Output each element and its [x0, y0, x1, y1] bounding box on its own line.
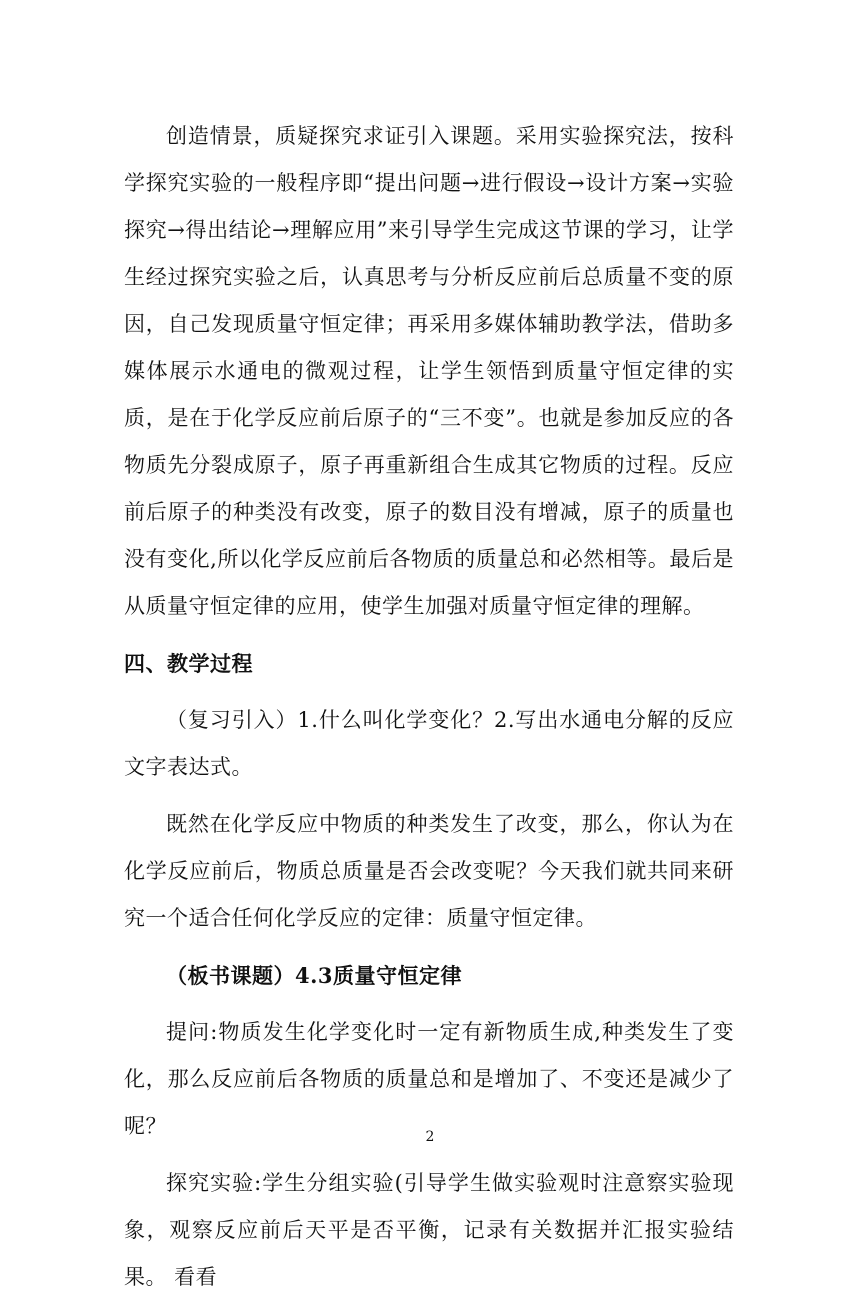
page-number: 2 [425, 1129, 435, 1145]
section-heading: 四、教学过程 [124, 651, 253, 676]
review-paragraph: （复习引入）1.什么叫化学变化？2.写出水通电分解的反应文字表达式。 [124, 708, 734, 779]
teaching-method-paragraph: 创造情景，质疑探究求证引入课题。采用实验探究法，按科学探究实验的一般程序即“提出问题→进行假设→设计方案→实验探究→得出结论→理解应用”来引导学生完成这节课的学习，让学生经过探究实验之后，认真思考与分析反应前后总质量不变的原因，自己发现质量守恒定律；再采用多媒体辅助教学法，借助多媒体展示水通电的微观过程，让学生领悟到质量守恒定律的实质，是在于化学反应前后原子的“三不变”。也就是参加反应的各物质先分裂成原子，原子再重新组合生成其它物质的过程。反应前后原子的种类没有改变，原子的数目没有增减，原子的质量也没有变化,所以化学反应前后各物质的质量总和必然相等。最后是从质量守恒定律的应用，使学生加强对质量守恒定律的理解。 [124, 124, 734, 618]
board-title: （板书课题）4.3质量守恒定律 [166, 963, 463, 988]
experiment-paragraph: 探究实验:学生分组实验(引导学生做实验观时注意察实验现象，观察反应前后天平是否平衡，记录有关数据并汇报实验结果。 看看 [124, 1171, 734, 1289]
question-paragraph: 提问:物质发生化学变化时一定有新物质生成,种类发生了变化，那么反应前后各物质的质量总和是增加了、不变还是减少了呢？ [124, 1020, 734, 1138]
intro-paragraph: 既然在化学反应中物质的种类发生了改变，那么，你认为在化学反应前后，物质总质量是否会改变呢？今天我们就共同来研究一个适合任何化学反应的定律：质量守恒定律。 [124, 812, 734, 930]
